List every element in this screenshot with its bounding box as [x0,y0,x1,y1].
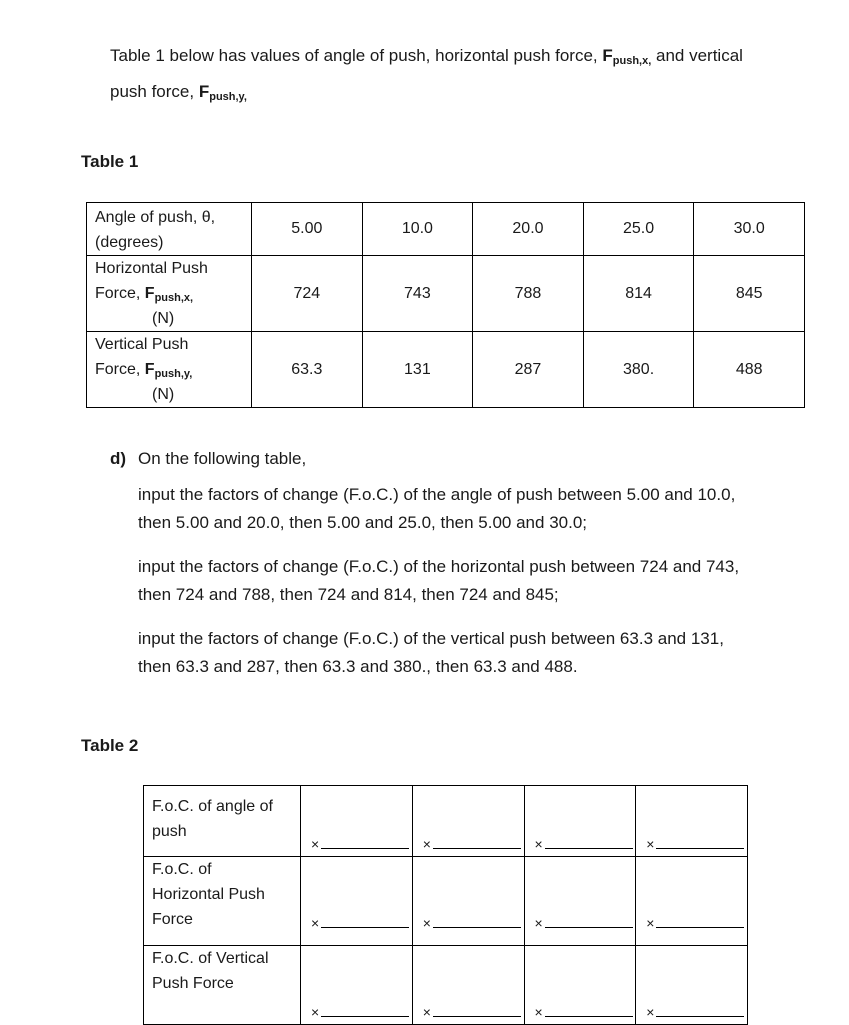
table-cell: 63.3 [252,332,363,408]
answer-blank[interactable]: × [636,857,748,946]
table-cell: 380. [583,332,694,408]
row-label-foc-angle: F.o.C. of angle of push [144,786,301,857]
part-d-para-3: input the factors of change (F.o.C.) of the vertical push between 63.3 and 131, then 63.3 and 287, then 63.3 and 380., then 63.3 and 488. [138,629,724,676]
part-d-instructions [110,445,830,681]
answer-blank[interactable]: × [524,946,636,1025]
answer-blank[interactable]: × [524,786,636,857]
answer-blank[interactable]: × [301,786,413,857]
table-cell: 30.0 [694,203,805,256]
row-label-foc-vertical: F.o.C. of Vertical Push Force [144,946,301,1025]
table-cell: 131 [362,332,473,408]
row-label-vertical: Vertical Push Force, $F_{push,y,}$ (N) [87,332,252,408]
answer-blank[interactable]: × [636,786,748,857]
table-cell: 5.00 [252,203,363,256]
table2 [143,785,748,1025]
answer-blank[interactable]: × [301,946,413,1025]
table-cell: 743 [362,256,473,332]
table1 [86,202,805,408]
table-cell: 10.0 [362,203,473,256]
table-row [87,203,805,256]
table-cell: 20.0 [473,203,584,256]
table-cell: 845 [694,256,805,332]
table-row [144,786,748,857]
answer-blank[interactable]: × [301,857,413,946]
table-row [144,857,748,946]
answer-blank[interactable]: × [412,786,524,857]
part-d-intro: On the following table, [138,449,307,468]
table-cell: 488 [694,332,805,408]
table1-heading: Table 1 [81,152,139,171]
table2-heading: Table 2 [81,736,139,755]
table-cell: 788 [473,256,584,332]
row-label-foc-horizontal: F.o.C. of Horizontal Push Force [144,857,301,946]
answer-blank[interactable]: × [524,857,636,946]
answer-blank[interactable]: × [412,857,524,946]
part-d-para-2: input the factors of change (F.o.C.) of the horizontal push between 724 and 743, then 724 and 788, then 724 and 814, then 724 and 845; [138,557,740,604]
table-row [87,332,805,408]
table-cell: 724 [252,256,363,332]
row-label-angle: Angle of push, θ, (degrees) [87,203,252,256]
table-cell: 25.0 [583,203,694,256]
answer-blank[interactable]: × [636,946,748,1025]
answer-blank[interactable]: × [412,946,524,1025]
part-d-para-1: input the factors of change (F.o.C.) of the angle of push between 5.00 and 10.0, then 5.00 and 20.0, then 5.00 and 25.0, then 5.00 and 30.0; [138,485,736,532]
intro-line-1: Table 1 below has values of angle of push, horizontal push force, $F_{push,x,}$ and vertical [110,46,743,67]
row-label-horizontal: Horizontal Push Force, $F_{push,x,}$ (N) [87,256,252,332]
table-cell: 287 [473,332,584,408]
intro-line-2: push force, $F_{push,y,}$ [110,82,247,103]
table-row [144,946,748,1025]
part-d-label: d) [110,449,127,468]
intro-text [110,38,810,110]
table-row [87,256,805,332]
table-cell: 814 [583,256,694,332]
